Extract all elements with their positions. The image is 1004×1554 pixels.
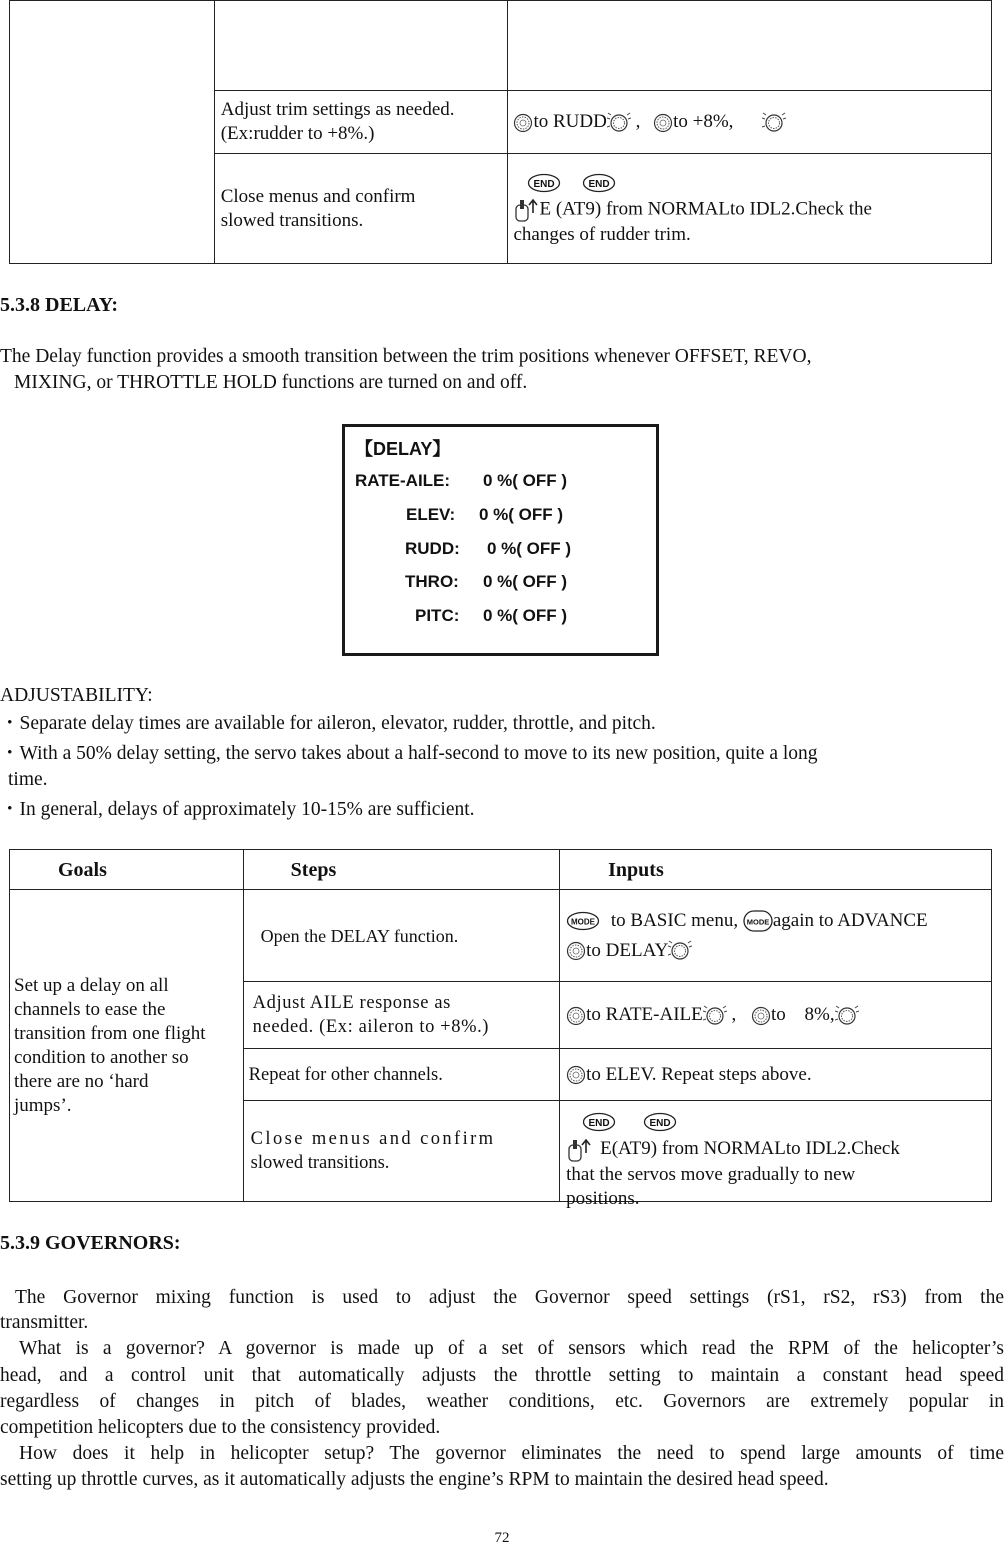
paragraph-line: head, and a control unit that automatically adjusts the throttle setting to maintain a constant head speed	[0, 1365, 1004, 1386]
bullet-text: In general, delays of approximately 10-15% are sufficient.	[19, 799, 475, 820]
goal-text: jumps’.	[14, 1094, 72, 1116]
input-text: to	[771, 1004, 786, 1025]
input-text: to RATE-AILE	[586, 1004, 703, 1025]
input-cell	[508, 91, 992, 154]
adjustability-title: ADJUSTABILITY:	[0, 685, 153, 706]
end-button-label: END	[533, 179, 556, 191]
mode-button-label: MODE	[571, 917, 596, 927]
dial-turn-icon	[762, 112, 786, 134]
input-cell	[560, 890, 992, 982]
end-button-label: END	[588, 179, 610, 191]
column-header-goals: Goals	[10, 850, 244, 890]
section-heading-governors: 5.3.9 GOVERNORS:	[0, 1232, 181, 1254]
mode-button-label: MODE	[746, 917, 770, 927]
screen-value: 0 %( OFF )	[483, 606, 568, 625]
step-text: Close menus and confirm	[250, 1129, 496, 1149]
input-text: positions.	[566, 1188, 640, 1209]
step-text: Adjust trim settings as needed.	[220, 99, 455, 120]
bullet-mark: ・	[0, 799, 20, 820]
dial-icon	[513, 113, 533, 133]
screen-label: ELEV:	[406, 505, 456, 524]
dial-icon	[751, 1006, 771, 1026]
switch-icon	[566, 1137, 592, 1163]
input-text: E (AT9) from NORMALto IDL2.Check the	[539, 197, 872, 219]
intro-line: The Delay function provides a smooth transition between the trim positions whenever OFFSET, REVO,	[0, 346, 812, 367]
bullet-item	[0, 711, 656, 737]
goal-text: there are no ‘hard	[14, 1070, 149, 1092]
paragraph-line: How does it help in helicopter setup? The governor eliminates the need to spend large amounts of time	[19, 1443, 1004, 1464]
step-cell	[243, 982, 559, 1049]
screen-title: 【DELAY】	[355, 439, 451, 459]
mode-button-icon	[743, 910, 773, 932]
dial-turn-icon	[835, 1005, 859, 1027]
end-button-icon	[527, 173, 561, 193]
separator: ,	[635, 111, 641, 132]
section-heading-delay: 5.3.8 DELAY:	[0, 294, 118, 316]
bullet-item	[0, 741, 818, 767]
mode-button-icon	[566, 911, 600, 931]
step-cell	[214, 1, 508, 91]
dial-icon	[653, 113, 673, 133]
bullet-mark: ・	[0, 713, 20, 734]
column-header-steps: Steps	[243, 850, 559, 890]
screen-value: 0 %( OFF )	[483, 471, 568, 490]
page-number: 72	[494, 1530, 510, 1546]
goal-cell	[10, 1, 215, 264]
column-header-inputs: Inputs	[560, 850, 992, 890]
step-text: needed. (Ex: aileron to +8%.)	[252, 1017, 490, 1037]
screen-value: 0 %( OFF )	[483, 572, 568, 591]
input-cell	[560, 1049, 992, 1101]
end-button-icon	[582, 173, 616, 193]
bullet-text: With a 50% delay setting, the servo takes about a half-second to move to its new position, quite a long	[19, 743, 818, 764]
switch-icon	[513, 197, 539, 223]
separator: ,	[731, 1004, 737, 1025]
input-cell	[560, 1101, 992, 1209]
end-button-label: END	[649, 1117, 671, 1129]
bullet-continuation: time.	[8, 769, 48, 790]
step-cell	[214, 91, 508, 154]
goal-text: transition from one flight	[14, 1022, 206, 1044]
separator: ,	[728, 111, 734, 132]
bullet-item	[0, 797, 475, 823]
input-text: that the servos move gradually to new	[566, 1164, 856, 1185]
end-button-icon	[643, 1112, 677, 1132]
input-text: 8%,	[804, 1004, 835, 1025]
goal-text: condition to another so	[14, 1046, 189, 1068]
intro-line: MIXING, or THROTTLE HOLD functions are turned on and off.	[14, 372, 528, 393]
paragraph-line: competition helicopters due to the consistency provided.	[0, 1417, 441, 1438]
goal-text: channels to ease the	[14, 998, 166, 1020]
step-text: slowed transitions.	[250, 1153, 390, 1173]
screen-value: 0 %( OFF )	[487, 539, 572, 558]
bullet-mark: ・	[0, 743, 20, 764]
step-text: (Ex:rudder to +8%.)	[220, 123, 375, 144]
paragraph-line: transmitter.	[0, 1312, 89, 1333]
goal-cell	[10, 890, 244, 1202]
dial-icon	[566, 1006, 586, 1026]
screen-label: THRO:	[405, 572, 459, 591]
end-button-icon	[582, 1112, 616, 1132]
screen-label: RATE-AILE:	[355, 471, 451, 490]
screen-value: 0 %( OFF )	[479, 505, 564, 524]
dial-turn-icon	[668, 940, 692, 962]
screen-label: PITC:	[415, 606, 460, 625]
input-text: again to ADVANCE	[772, 909, 928, 931]
dial-icon	[566, 941, 586, 961]
input-text: changes of rudder trim.	[513, 223, 691, 245]
paragraph-line: The Governor mixing function is used to adjust the Governor speed settings (rS1, rS2, rS3) from the	[15, 1287, 1004, 1308]
input-text: to ELEV. Repeat steps above.	[586, 1063, 812, 1085]
step-cell	[243, 1049, 559, 1101]
input-cell	[560, 982, 992, 1049]
bullet-text: Separate delay times are available for aileron, elevator, rudder, throttle, and pitch.	[19, 713, 656, 734]
input-cell	[508, 154, 992, 264]
goal-text: Set up a delay on all	[14, 974, 169, 996]
input-text: to +8%	[673, 111, 729, 132]
input-cell	[508, 1, 992, 91]
end-button-label: END	[588, 1117, 610, 1129]
input-text: to RUDD	[533, 111, 607, 132]
delay-screen	[342, 424, 659, 656]
paragraph-line: setting up throttle curves, as it automatically adjusts the engine’s RPM to maintain the desired head speed.	[0, 1469, 829, 1490]
step-text: Repeat for other channels.	[248, 1064, 443, 1085]
step-text: slowed transitions.	[220, 209, 364, 231]
step-text: Open the DELAY function.	[260, 925, 459, 946]
step-cell	[214, 154, 508, 264]
input-text: to DELAY	[586, 939, 669, 961]
step-cell	[243, 890, 559, 982]
paragraph-line: What is a governor? A governor is made up of a set of sensors which read the RPM of the helicopter’s	[19, 1338, 1004, 1359]
paragraph-line: regardless of changes in pitch of blades, weather conditions, etc. Governors are extremely popular in	[0, 1391, 1004, 1412]
screen-label: RUDD:	[405, 539, 460, 558]
step-cell	[243, 1101, 559, 1202]
trim-steps-table	[9, 0, 992, 264]
dial-turn-icon	[703, 1005, 727, 1027]
input-text: E(AT9) from NORMALto IDL2.Check	[600, 1138, 900, 1160]
dial-icon	[566, 1065, 586, 1085]
delay-steps-table	[9, 849, 992, 1209]
step-text: Adjust AILE response as	[252, 993, 451, 1013]
dial-turn-icon	[607, 112, 631, 134]
input-text: to BASIC menu,	[610, 909, 739, 931]
step-text: Close menus and confirm	[220, 185, 416, 207]
